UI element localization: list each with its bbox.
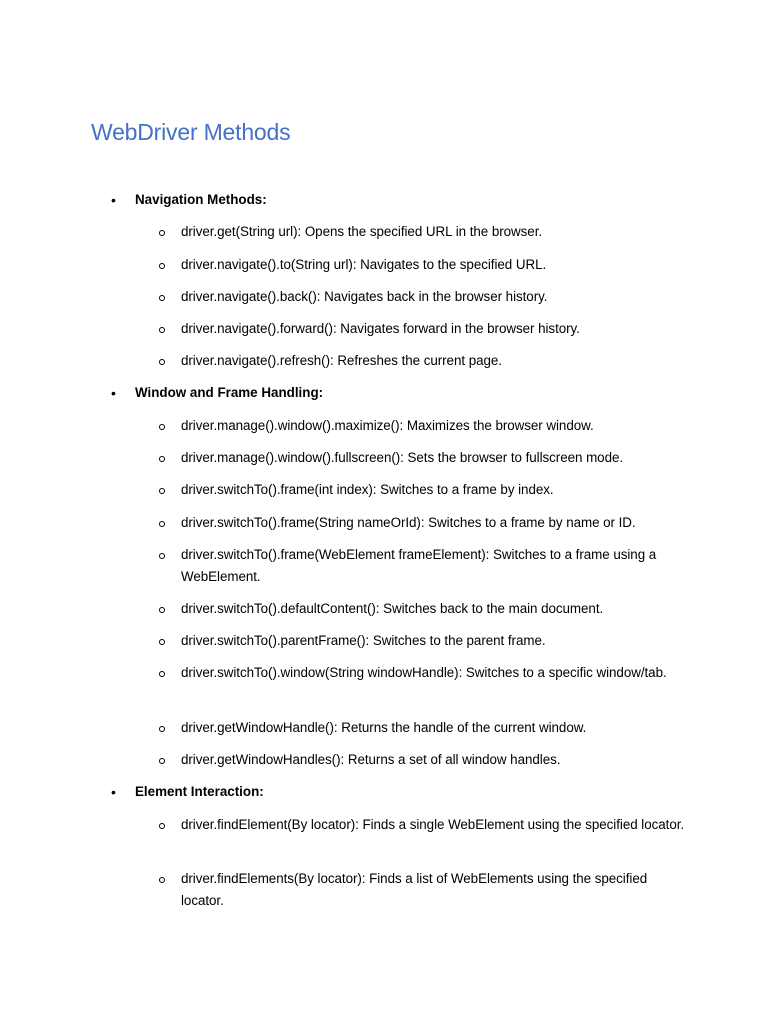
section-heading	[111, 383, 323, 403]
circle-bullet-icon	[157, 631, 181, 651]
list-item-text: driver.switchTo().parentFrame(): Switches to the parent frame.	[181, 633, 546, 648]
circle-bullet-icon	[157, 663, 181, 683]
list-item-text: driver.switchTo().frame(String nameOrId): Switches to a frame by name or ID.	[181, 515, 636, 530]
bullet-icon: •	[111, 385, 116, 401]
list-item	[157, 255, 687, 276]
section-heading	[111, 190, 267, 210]
list-item	[157, 869, 687, 912]
list-item	[157, 545, 687, 588]
list-item-text: driver.switchTo().window(String windowHandle): Switches to a specific window/tab.	[181, 665, 667, 680]
list-item	[157, 750, 687, 771]
list-item	[157, 319, 687, 340]
list-item	[157, 351, 687, 372]
list-item-text: driver.switchTo().frame(WebElement frameElement): Switches to a frame using a WebElement.	[181, 547, 657, 584]
list-item	[157, 222, 687, 243]
section-heading-text: Window and Frame Handling:	[135, 385, 324, 400]
list-item-text: driver.getWindowHandle(): Returns the handle of the current window.	[181, 720, 587, 735]
circle-bullet-icon	[157, 750, 181, 770]
circle-bullet-icon	[157, 255, 181, 275]
list-item-text: driver.navigate().forward(): Navigates forward in the browser history.	[181, 321, 580, 336]
circle-bullet-icon	[157, 599, 181, 619]
list-item	[157, 631, 687, 652]
circle-bullet-icon	[157, 545, 181, 565]
section-heading-text: Navigation Methods:	[135, 192, 267, 207]
bullet-icon: •	[111, 784, 116, 800]
document-title: WebDriver Methods	[91, 119, 291, 145]
list-item	[157, 513, 687, 534]
circle-bullet-icon	[157, 480, 181, 500]
list-item-text: driver.switchTo().defaultContent(): Switches back to the main document.	[181, 601, 604, 616]
list-item	[157, 480, 687, 501]
circle-bullet-icon	[157, 815, 181, 835]
list-item	[157, 663, 687, 684]
list-item-text: driver.manage().window().maximize(): Maximizes the browser window.	[181, 418, 594, 433]
circle-bullet-icon	[157, 416, 181, 436]
circle-bullet-icon	[157, 351, 181, 371]
list-item	[157, 815, 687, 836]
circle-bullet-icon	[157, 287, 181, 307]
bullet-icon: •	[111, 192, 116, 208]
circle-bullet-icon	[157, 319, 181, 339]
list-item-text: driver.switchTo().frame(int index): Switches to a frame by index.	[181, 482, 554, 497]
list-item	[157, 718, 687, 739]
list-item-text: driver.navigate().refresh(): Refreshes the current page.	[181, 353, 502, 368]
list-item	[157, 599, 687, 620]
section-heading-text: Element Interaction:	[135, 784, 264, 799]
section-heading	[111, 782, 264, 802]
list-item-text: driver.findElement(By locator): Finds a single WebElement using the specified locator.	[181, 817, 685, 832]
circle-bullet-icon	[157, 718, 181, 738]
list-item-text: driver.getWindowHandles(): Returns a set of all window handles.	[181, 752, 561, 767]
circle-bullet-icon	[157, 222, 181, 242]
circle-bullet-icon	[157, 869, 181, 889]
circle-bullet-icon	[157, 448, 181, 468]
list-item-text: driver.get(String url): Opens the specified URL in the browser.	[181, 224, 543, 239]
list-item-text: driver.navigate().back(): Navigates back in the browser history.	[181, 289, 548, 304]
list-item-text: driver.manage().window().fullscreen(): Sets the browser to fullscreen mode.	[181, 450, 624, 465]
list-item	[157, 416, 687, 437]
list-item	[157, 287, 687, 308]
list-item	[157, 448, 687, 469]
list-item-text: driver.navigate().to(String url): Navigates to the specified URL.	[181, 257, 547, 272]
list-item-text: driver.findElements(By locator): Finds a list of WebElements using the specified locator.	[181, 871, 648, 908]
circle-bullet-icon	[157, 513, 181, 533]
